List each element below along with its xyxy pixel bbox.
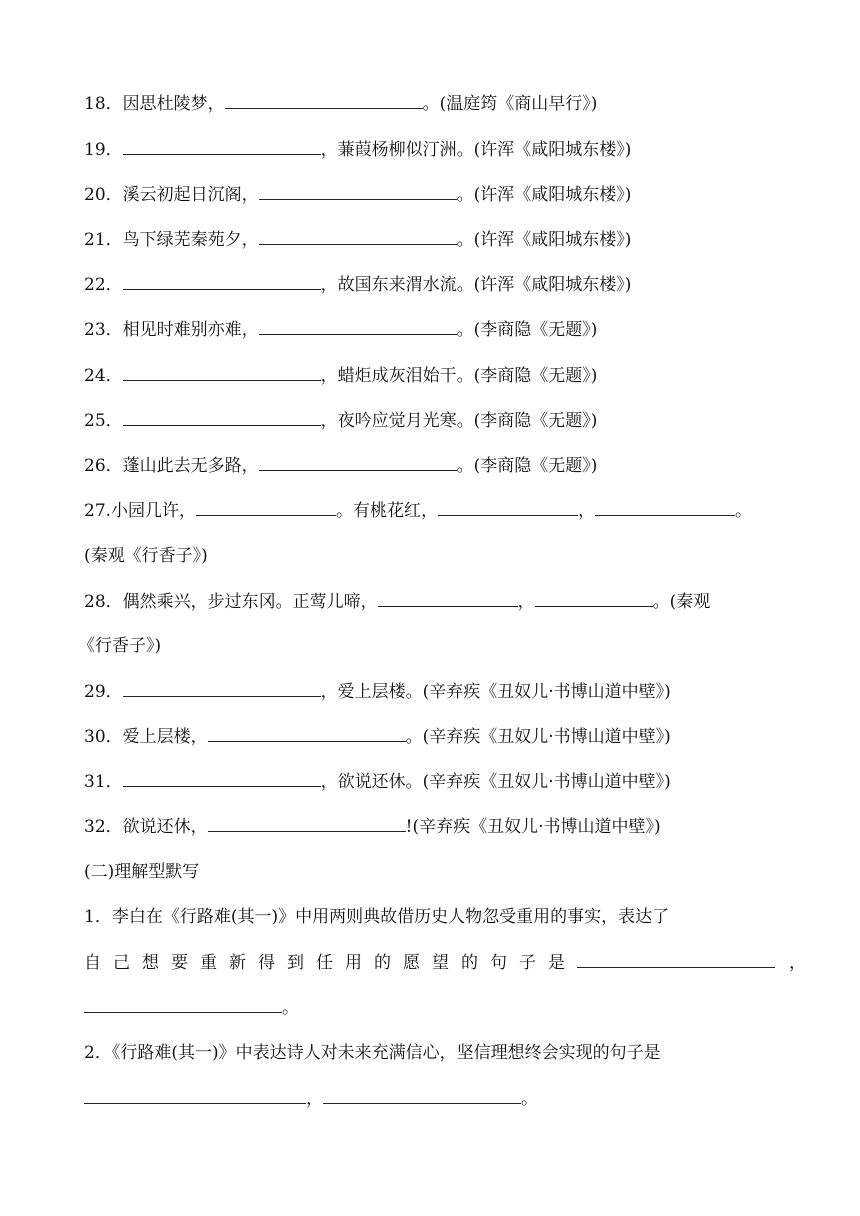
answer-blank[interactable] — [259, 182, 457, 200]
source-text: 。(许浑《咸阳城东楼》) — [456, 230, 632, 250]
separator: ， — [306, 1089, 323, 1109]
answer-blank[interactable] — [378, 589, 518, 607]
prompt-text: 偶然乘兴，步过东冈。正莺儿啼， — [122, 592, 378, 612]
question-19 — [84, 137, 780, 163]
answer-blank[interactable] — [595, 498, 735, 516]
answer-blank[interactable] — [535, 589, 653, 607]
answer-blank[interactable] — [84, 1086, 306, 1104]
prompt-text: 小园几许， — [111, 501, 197, 521]
answer-blank[interactable] — [259, 453, 457, 471]
answer-blank[interactable] — [123, 272, 321, 290]
question-number: 30． — [84, 727, 123, 747]
prompt-text: 因思杜陵梦， — [122, 94, 225, 114]
prompt-text: 蓬山此去无多路， — [122, 456, 259, 476]
question-27 — [84, 498, 780, 524]
answer-blank[interactable] — [123, 769, 321, 787]
answer-blank[interactable] — [577, 950, 775, 968]
source-text: 。(许浑《咸阳城东楼》) — [456, 185, 632, 205]
question-number: 22． — [84, 275, 123, 295]
source-text: 。(辛弃疾《丑奴儿·书博山道中壁》) — [405, 727, 671, 747]
answer-blank[interactable] — [123, 679, 321, 697]
question-number: 2． — [84, 1043, 112, 1063]
question-number: 28． — [84, 592, 123, 612]
question-25 — [84, 408, 780, 434]
answer-blank[interactable] — [259, 227, 457, 245]
source-text: ，故国东来渭水流。(许浑《咸阳城东楼》) — [320, 275, 632, 295]
question-number: 19． — [84, 140, 123, 160]
question-27-source — [84, 543, 780, 569]
question-number: 25． — [84, 411, 123, 431]
answer-blank[interactable] — [438, 498, 578, 516]
prompt-text: 。有桃花红， — [336, 501, 439, 521]
comprehension-q1-line3 — [84, 995, 780, 1021]
question-20 — [84, 182, 780, 208]
comprehension-q2-line2 — [84, 1086, 780, 1112]
question-28-source — [78, 633, 774, 659]
prompt-text: 爱上层楼， — [122, 727, 208, 747]
question-text: 《行路难(其一)》中表达诗人对未来充满信心，坚信理想终会实现的句子是 — [111, 1043, 661, 1063]
comprehension-q1-line2 — [84, 950, 806, 976]
section-heading: (二)理解型默写 — [84, 862, 200, 882]
question-number: 24． — [84, 366, 123, 386]
answer-blank[interactable] — [208, 724, 406, 742]
end-punct: 。 — [521, 1089, 538, 1109]
question-28 — [84, 589, 780, 615]
source-text: !(辛弃疾《丑奴儿·书博山道中壁》) — [405, 817, 661, 837]
answer-blank[interactable] — [196, 498, 336, 516]
answer-blank[interactable] — [225, 91, 423, 109]
answer-blank[interactable] — [323, 1086, 521, 1104]
prompt-text: 溪云初起日沉阁， — [122, 185, 259, 205]
question-24 — [84, 363, 780, 389]
answer-blank[interactable] — [259, 317, 457, 335]
question-31 — [84, 769, 780, 795]
source-text: 。(李商隐《无题》) — [456, 456, 598, 476]
answer-blank[interactable] — [123, 408, 321, 426]
question-number: 1． — [84, 907, 112, 927]
question-number: 31． — [84, 772, 123, 792]
question-number: 26． — [84, 456, 123, 476]
source-text: 。(温庭筠《商山早行》) — [422, 94, 598, 114]
answer-blank[interactable] — [84, 995, 282, 1013]
answer-blank[interactable] — [208, 814, 406, 832]
question-number: 21． — [84, 230, 123, 250]
question-text: 李白在《行路难(其一)》中用两则典故借历史人物忽受重用的事实，表达了 — [111, 907, 670, 927]
separator: ， — [578, 501, 596, 521]
question-number: 20． — [84, 185, 123, 205]
separator: ， — [789, 953, 806, 973]
answer-blank[interactable] — [123, 363, 321, 381]
source-text: ，夜吟应觉月光寒。(李商隐《无题》) — [320, 411, 598, 431]
question-29 — [84, 679, 780, 705]
prompt-text: 相见时难别亦难， — [122, 320, 259, 340]
answer-blank[interactable] — [123, 137, 321, 155]
source-text: (秦观《行香子》) — [84, 546, 208, 566]
source-text: 《行香子》) — [78, 636, 162, 656]
question-number: 32． — [84, 817, 123, 837]
question-number: 27. — [84, 501, 112, 521]
prompt-text: 欲说还休， — [122, 817, 208, 837]
question-number: 29． — [84, 682, 123, 702]
question-text: 自己想要重新得到任用的愿望的句子是 — [84, 953, 577, 973]
question-number: 18． — [84, 94, 123, 114]
question-30 — [84, 724, 780, 750]
comprehension-q1-line1 — [84, 904, 780, 930]
question-number: 23． — [84, 320, 123, 340]
source-text: ，蜡炬成灰泪始干。(李商隐《无题》) — [320, 366, 598, 386]
question-18 — [84, 91, 780, 117]
section-title — [84, 859, 780, 885]
prompt-text: 鸟下绿芜秦苑夕， — [122, 230, 259, 250]
question-26 — [84, 453, 780, 479]
separator: ， — [517, 592, 535, 612]
question-23 — [84, 317, 780, 343]
question-22 — [84, 272, 780, 298]
question-32 — [84, 814, 780, 840]
source-text: ，爱上层楼。(辛弃疾《丑奴儿·书博山道中壁》) — [320, 682, 671, 702]
source-text: ，蒹葭杨柳似汀洲。(许浑《咸阳城东楼》) — [320, 140, 632, 160]
source-text: ，欲说还休。(辛弃疾《丑奴儿·书博山道中壁》) — [320, 772, 671, 792]
end-punct: 。 — [282, 998, 299, 1018]
question-21 — [84, 227, 780, 253]
end-punct: 。 — [735, 501, 753, 521]
comprehension-q2-line1 — [84, 1040, 780, 1066]
source-text: 。(秦观 — [652, 592, 711, 612]
source-text: 。(李商隐《无题》) — [456, 320, 598, 340]
